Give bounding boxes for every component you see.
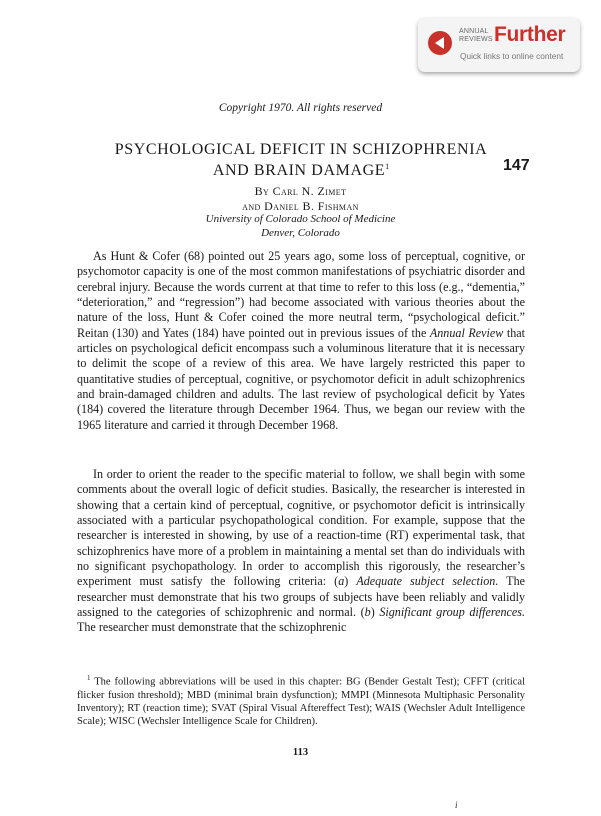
- page-number: 147: [503, 157, 530, 174]
- annual-reviews-wordmark: ANNUAL REVIEWS: [459, 28, 493, 43]
- title-footnote-marker: 1: [385, 162, 390, 171]
- further-banner[interactable]: [418, 18, 580, 72]
- author-line-2: and Daniel B. Fishman: [242, 199, 359, 213]
- further-tagline: Quick links to online content: [460, 51, 564, 61]
- further-brand: Further: [494, 23, 566, 46]
- footnote: $^1$ The following abbreviations will be used in this chapter: BG (Bender Gestalt Test); CFFT (critical flicker fusion threshold); MBD (minimal brain dysfunction); MMPI (Minnesota Multiphasic Personality Inventory); RT (reaction time); SVAT (Spiral Visual Aftereffect Test); WAIS (Wechsler Adult Intelligence Scale); WISC (Wechsler Intelligence Scale for Children).: [77, 674, 525, 727]
- journal-name: Annual Review: [429, 325, 504, 340]
- copyright-line: Copyright 1970. All rights reserved: [218, 102, 383, 114]
- article-title: [70, 141, 532, 179]
- annual-reviews-logo-icon: [428, 31, 452, 55]
- author-line-1: By Carl N. Zimet: [254, 184, 347, 198]
- criterion-b: Significant group differences.: [379, 605, 525, 620]
- stray-mark: i: [455, 800, 458, 810]
- title-line-2: AND BRAIN DAMAGE$^1$: [212, 162, 390, 179]
- affiliation-line-2: Denver, Colorado: [261, 227, 340, 239]
- folio: 113: [292, 747, 309, 758]
- footnote-marker: 1: [87, 674, 91, 682]
- body-paragraph-2: In order to orient the reader to the specific material to follow, we shall begin with some comments about the overall logic of deficit studies. Basically, the researcher is interested in showing that a certain kind of perceptual, cognitive, or psychomotor deficit is intrinsically associated with a particular psychopathological condition. For example, suppose that the researcher is interested in showing, by use of a reaction-time (RT) experimental task, that schizophrenics have more of a problem in maintaining a mental set than do individuals with no significant psychopathology. In order to accomplish this rigorously, the researcher’s experiment must satisfy the following criteria: (a) Adequate subject selection. The researcher must demonstrate that his two groups of subjects have been reliably and validly assigned to the categories of schizophrenic and normal. (b) Significant group differences. The researcher must demonstrate that the schizophrenic: [77, 467, 525, 635]
- affiliation-line-1: University of Colorado School of Medicine: [205, 213, 396, 225]
- criterion-a: Adequate subject selection.: [356, 574, 499, 589]
- title-line-1: PSYCHOLOGICAL DEFICIT IN SCHIZOPHRENIA: [114, 141, 488, 158]
- body-paragraph-1: As Hunt & Cofer (68) pointed out 25 years ago, some loss of perceptual, cognitive, or psychomotor capacity is one of the most common manifestations of psychiatric disorder and cerebral injury. Because the words current at that time to refer to this loss (e.g., “dementia,” “deterioration,” and “regression”) had become associated with various theories about the nature of the loss, Hunt & Cofer coined the more neutral term, “psychological deficit.” Reitan (130) and Yates (184) have pointed out in previous issues of the Annual Review that articles on psychological deficit encompass such a voluminous literature that it is necessary to delimit the scope of a review of this area. We have largely restricted this paper to quantitative studies of perceptual, cognitive, or psychomotor deficit in adult schizophrenics and brain-damaged children and adults. The last review of psychological deficit by Yates (184) covered the literature through December 1964. Thus, we began our review with the 1965 literature and carried it through December 1968.: [77, 249, 525, 432]
